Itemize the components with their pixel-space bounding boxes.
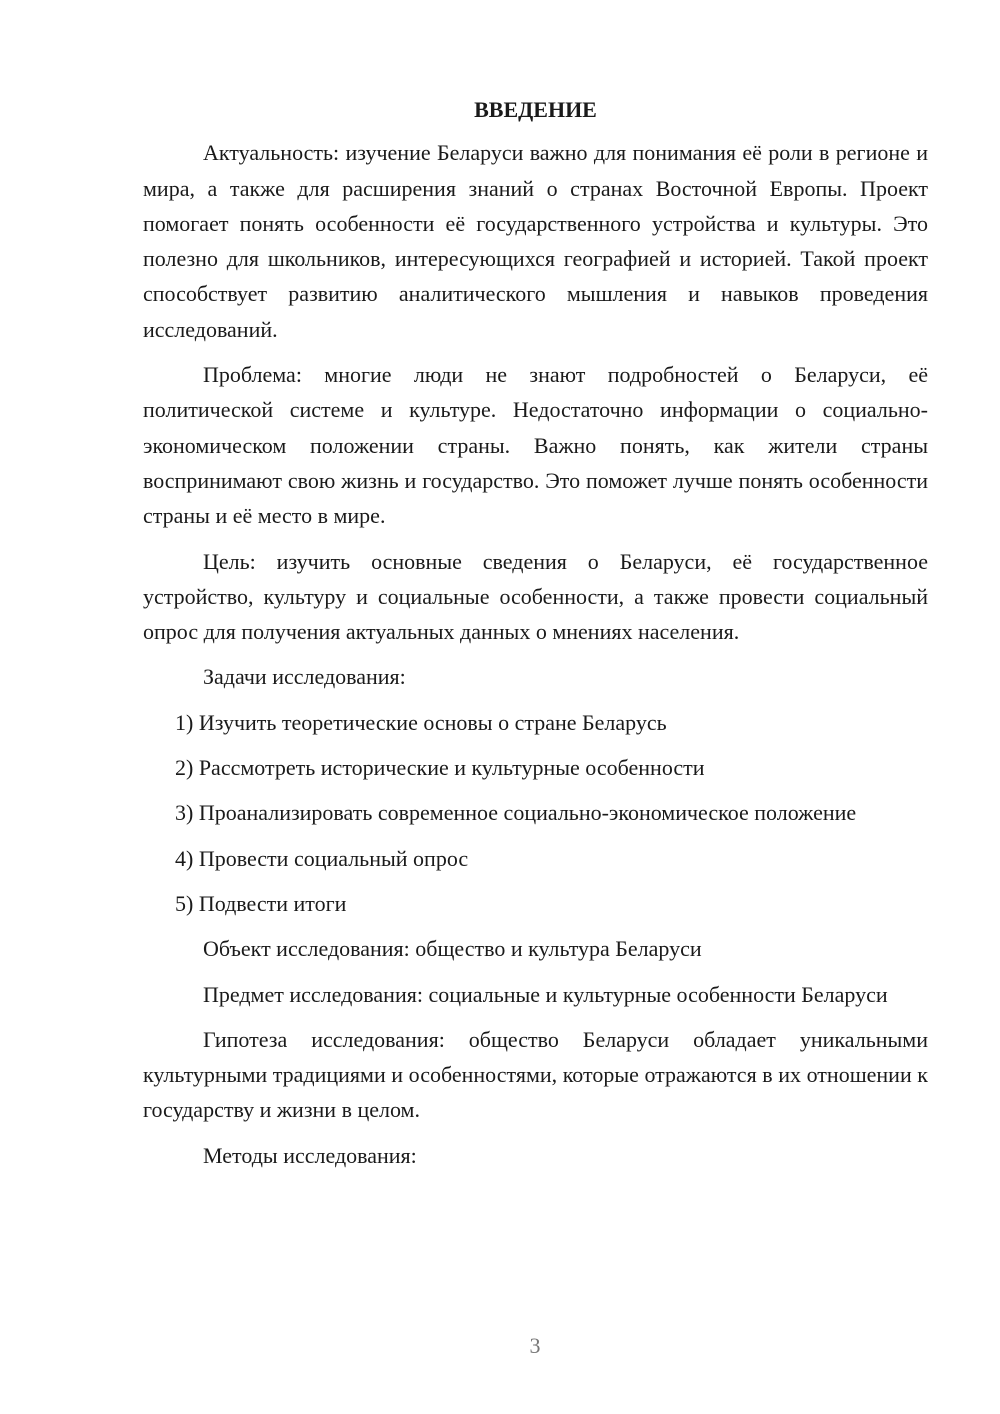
research-hypothesis: Гипотеза исследования: общество Беларуси обладает уникальными культурными традициями и особенностями, которые отражаются в их отношении к государству и жизни в целом. xyxy=(143,1026,928,1123)
task-item: 2) Рассмотреть исторические и культурные особенности xyxy=(175,755,705,781)
section-title: ВВЕДЕНИЕ xyxy=(474,97,597,122)
task-item: 1) Изучить теоретические основы о стране Беларусь xyxy=(175,709,667,735)
research-subject: Предмет исследования: социальные и культурные особенности Беларуси xyxy=(203,981,888,1007)
tasks-heading: Задачи исследования: xyxy=(203,664,406,690)
page-content xyxy=(143,92,928,1183)
research-object: Объект исследования: общество и культура Беларуси xyxy=(203,936,702,962)
problem-paragraph: Проблема: многие люди не знают подробностей о Беларуси, её политической системе и культуре. Недостаточно информации о социально-экономическом положении страны. Важно понять, как жители страны воспринимают свою жизнь и государство. Это поможет лучше понять особенности страны и её место в мире. xyxy=(143,362,928,529)
methods-heading: Методы исследования: xyxy=(203,1142,417,1168)
goal-paragraph: Цель: изучить основные сведения о Беларуси, её государственное устройство, культуру и социальные особенности, а также провести социальный опрос для получения актуальных данных о мнениях населения. xyxy=(143,548,928,645)
page-number: 3 xyxy=(529,1333,541,1358)
task-item: 4) Провести социальный опрос xyxy=(175,845,469,871)
relevance-paragraph: Актуальность: изучение Беларуси важно для понимания её роли в регионе и мира, а также для расширения знаний о странах Восточной Европы. Проект помогает понять особенности её государственного устройства и культуры. Это полезно для школьников, интересующихся географией и историей. Такой проект способствует развитию аналитического мышления и навыков проведения исследований. xyxy=(143,140,928,342)
task-item: 5) Подвести итоги xyxy=(175,890,347,916)
task-item: 3) Проанализировать современное социально-экономическое положение xyxy=(175,800,857,826)
